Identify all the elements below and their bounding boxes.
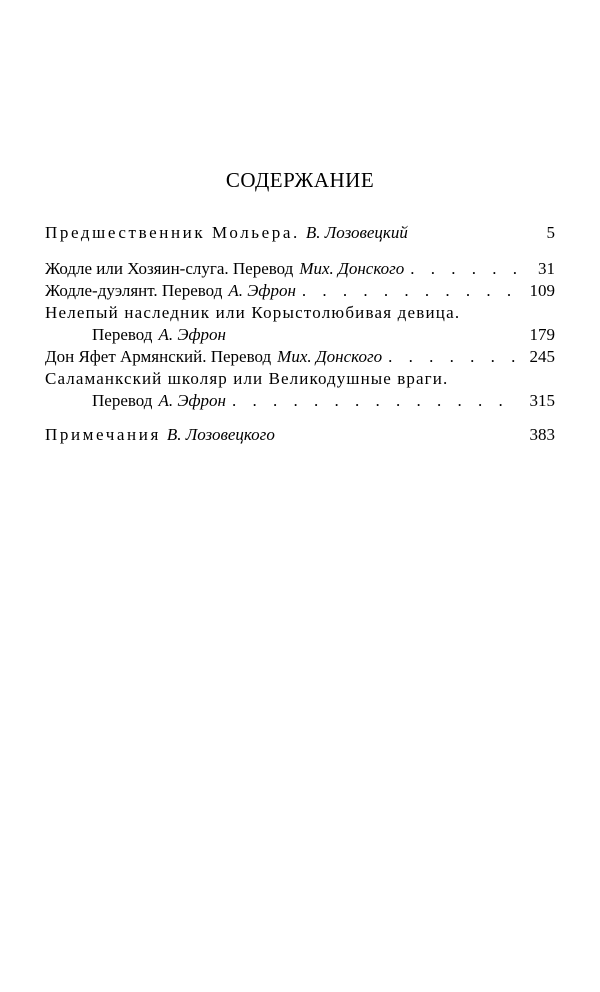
- toc-entry-salamanca: [92, 390, 555, 412]
- dot-leader: [296, 280, 519, 302]
- toc-entry-page: 315: [529, 391, 555, 410]
- dot-leader: [404, 258, 519, 280]
- toc-entry-translator: Мих. Донского: [299, 259, 405, 278]
- toc-entry-notes: [45, 424, 555, 446]
- dot-leader: [226, 390, 519, 412]
- toc-entry-title: Саламанкский школяр или Великодушные враги.: [45, 369, 449, 388]
- toc-entry-translator: А. Эфрон: [228, 281, 296, 300]
- toc-entry-title: Предшественник Мольера.: [45, 223, 300, 242]
- toc-entry-page: 5: [546, 223, 555, 242]
- toc-entry-translator: Мих. Донского: [277, 347, 383, 366]
- toc-entry-title: Дон Яфет Армянский. Перевод: [45, 347, 272, 366]
- toc-entry-translator: А. Эфрон: [158, 325, 226, 344]
- toc-entry-page: 383: [529, 425, 555, 444]
- toc-entry-don-japhet: [45, 346, 555, 368]
- dot-leader: [382, 346, 519, 368]
- toc-entry-title-cont: Перевод: [92, 325, 153, 344]
- toc-entry-title: Жодле-дуэлянт. Перевод: [45, 281, 223, 300]
- toc-entry-page: 245: [529, 347, 555, 366]
- page-title: СОДЕРЖАНИЕ: [225, 168, 375, 192]
- toc-entry-title: Нелепый наследник или Корыстолюбивая девица.: [45, 303, 461, 322]
- toc-entry-salamanca-title: [45, 368, 555, 390]
- toc-entry-page: 109: [529, 281, 555, 300]
- toc-entry-preface: [45, 222, 555, 244]
- toc-entry-page: 31: [538, 259, 555, 278]
- toc-entry-absurd-heir-title: [45, 302, 555, 324]
- toc-entry-jodelet-duelist: [45, 280, 555, 302]
- toc-entry-title: Жодле или Хозяин-слуга. Перевод: [45, 259, 294, 278]
- toc-entry-translator: А. Эфрон: [158, 391, 226, 410]
- toc-entry-author: В. Лозовецкий: [305, 223, 408, 242]
- toc-entry-author: В. Лозовецкого: [166, 425, 275, 444]
- toc-entry-page: 179: [529, 325, 555, 344]
- toc-entry-title-cont: Перевод: [92, 391, 153, 410]
- toc-entry-absurd-heir: [92, 324, 555, 346]
- toc-entry-jodelet-master-servant: [45, 258, 555, 280]
- toc-entry-title: Примечания: [45, 425, 161, 444]
